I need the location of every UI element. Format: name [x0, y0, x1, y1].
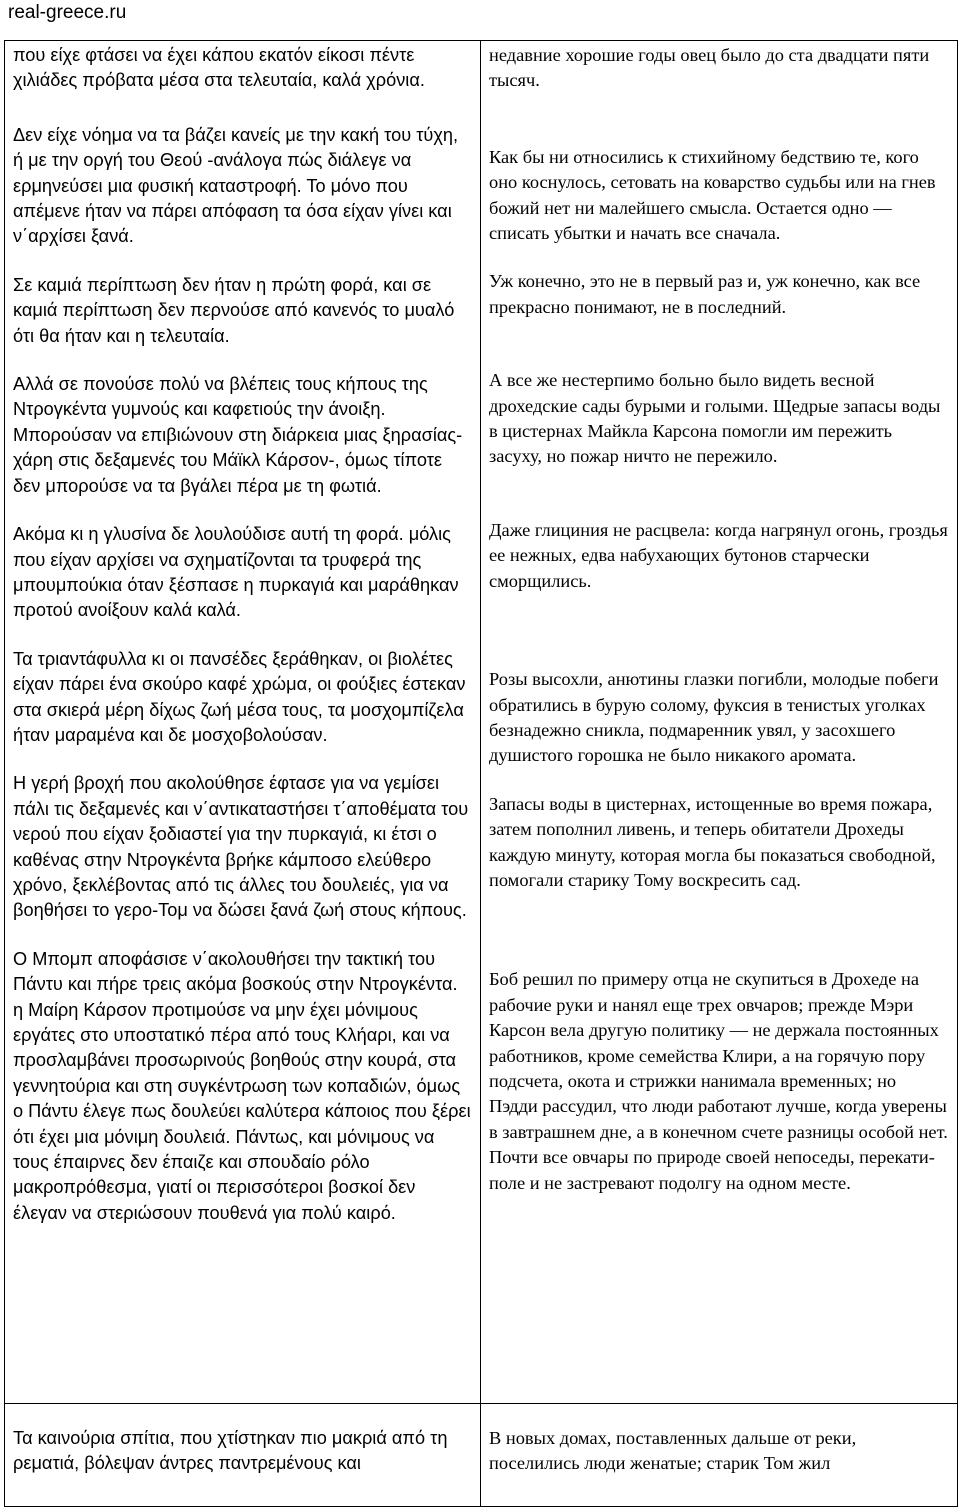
greek-paragraph: Ο Μπομπ αποφάσισε ν΄ακολουθήσει την τακτική του Πάντυ και πήρε τρεις ακόμα βοσκούς στην Ντρογκέντα. η Μαίρη Κάρσον προτιμούσε να μην έχει μόνιμους εργάτες στο υποστατικό πέρα από τους Κλήαρι, και να προσλαμβάνει προσωρινούς βοηθούς στην κουρά, στα γεννητούρια και στη συγκέντρωση των κοπαδιών, όμως ο Πάντυ έλεγε πως δουλεύει καλύτερα κάποιος που ξέρει ότι έχει μια μόνιμη δουλειά. Πάντως, και μόνιμους να τους έπαιρνες δεν έπαιζε και σπουδαίο ρόλο μακροπρόθεσμα, γιατί οι περισσότεροι βοσκοί δεν έλεγαν να στεριώσουν πουθενά για πολύ καιρό. [13, 948, 471, 1223]
greek-paragraph: Σε καμιά περίπτωση δεν ήταν η πρώτη φορά, και σε καμιά περίπτωση δεν περνούσε από κανενός το μυαλό ότι θα ήταν και η τελευταία. [13, 274, 455, 346]
table-row [5, 1404, 958, 1507]
greek-paragraph: που είχε φτάσει να έχει κάπου εκατόν είκοσι πέντε χιλιάδες πρόβατα μέσα στα τελευταία, καλά χρόνια. [13, 45, 425, 91]
greek-paragraph: Τα τριαντάφυλλα κι οι πανσέδες ξεράθηκαν, οι βιολέτες είχαν πάρει ένα σκούρο καφέ χρώμα, οι φούξιες έστεκαν στα σκιερά μέρη δίχως ζωή μέσα τους, τα μοσχομπίζελα ήταν μαραμένα και δε μοσχοβολούσαν. [13, 648, 466, 745]
greek-paragraph: Δεν είχε νόημα να τα βάζει κανείς με την κακή του τύχη, ή με την οργή του Θεού -ανάλογα πώς διάλεγε να ερμηνεύσει μια φυσική καταστροφή. Το μόνο που απέμενε ήταν να πάρει απόφαση τα όσα είχαν γίνει και ν΄αρχίσει ξανά. [13, 124, 459, 247]
russian-paragraph: Боб решил по примеру отца не скупиться в Дрохеде на рабочие руки и нанял еще трех овчаров; прежде Мэри Карсон вела другую политику — не держала постоянных работников, кроме семейства Клири, а на горячую пору подсчета, окота и стрижки нанимала временных; но Пэдди рассудил, что люди работают лучше, когда уверены в завтрашнем дне, а в конечном счете разницы особой нет. Почти все овчары по природе своей непоседы, перекати-поле и не застревают подолгу на одном месте. [489, 969, 948, 1193]
russian-paragraph: Розы высохли, анютины глазки погибли, молодые побеги обратились в бурую солому, фуксия в тенистых уголках безнадежно сникла, подмаренник увял, у засохшего душистого горошка не было никакого аромата. [489, 669, 939, 766]
greek-column [5, 41, 481, 1404]
russian-paragraph: Даже глициния не расцвела: когда нагрянул огонь, гроздья ее нежных, едва набухающих бутонов старчески сморщились. [489, 519, 948, 591]
greek-paragraph: Αλλά σε πονούσε πολύ να βλέπεις τους κήπους της Ντρογκέντα γυμνούς και καφετιούς την άνοιξη. Μπορούσαν να επιβιώνουν στη διάρκεια μιας ξηρασίας-χάρη στις δεξαμενές του Μάϊκλ Κάρσον-, όμως τίποτε δεν μπορούσε να τα βγάλει πέρα με τη φωτιά. [13, 374, 463, 496]
russian-paragraph: Как бы ни относились к стихийному бедствию те, кого оно коснулось, сетовать на коварство судьбы или на гнев божий нет ни малейшего смысла. Остается одно — списать убытки и начать все сначала. [489, 146, 936, 244]
russian-paragraph: Запасы воды в цистернах, истощенные во время пожара, затем пополнил ливень, и теперь обитатели Дрохеды каждую минуту, которая могла бы показаться свободной, помогали старику Тому воскресить сад. [489, 793, 936, 890]
greek-paragraph: Η γερή βροχή που ακολούθησε έφτασε για να γεμίσει πάλι τις δεξαμενές και ν΄αντικαταστήσει τ΄αποθέματα του νερού που είχαν ξοδιαστεί για την πυρκαγιά, κι έτσι ο καθένας στην Ντρογκέντα βρήκε κάμποσο ελεύθερο χρόνο, ξεκλέβοντας από τις άλλες του δουλειές, για να βοηθήσει το γερο-Τομ να δώσει ξανά ζωή στους κήπους. [13, 773, 469, 921]
russian-paragraph: Уж конечно, это не в первый раз и, уж конечно, как все прекрасно понимают, не в последний. [489, 271, 921, 317]
russian-paragraph: В новых домах, поставленных дальше от реки, поселились люди женатые; старик Том жил [489, 1428, 857, 1474]
russian-column [481, 41, 958, 1404]
table-row [5, 41, 958, 1404]
russian-paragraph: А все же нестерпимо больно было видеть весной дрохедские сады бурыми и голыми. Щедрые запасы воды в цистернах Майкла Карсона помогли им пережить засуху, но пожар ничто не пережило. [489, 370, 941, 467]
greek-paragraph: Τα καινούρια σπίτια, που χτίστηκαν πιο μακριά από τη ρεματιά, βόλεψαν άντρες παντρεμένους και [13, 1428, 448, 1474]
russian-column [481, 1404, 958, 1507]
russian-paragraph: недавние хорошие годы овец было до ста двадцати пяти тысяч. [489, 45, 930, 91]
greek-column [5, 1404, 481, 1507]
greek-paragraph: Ακόμα κι η γλυσίνα δε λουλούδισε αυτή τη φορά. μόλις που είχαν αρχίσει να σχηματίζονται τα τρυφερά της μπουμπούκια όταν ξέσπασε η πυρκαγιά και μαράθηκαν προτού ανοίξουν καλά καλά. [13, 524, 459, 621]
site-header[interactable]: real-greece.ru [8, 2, 127, 23]
parallel-text-table [4, 40, 958, 1507]
